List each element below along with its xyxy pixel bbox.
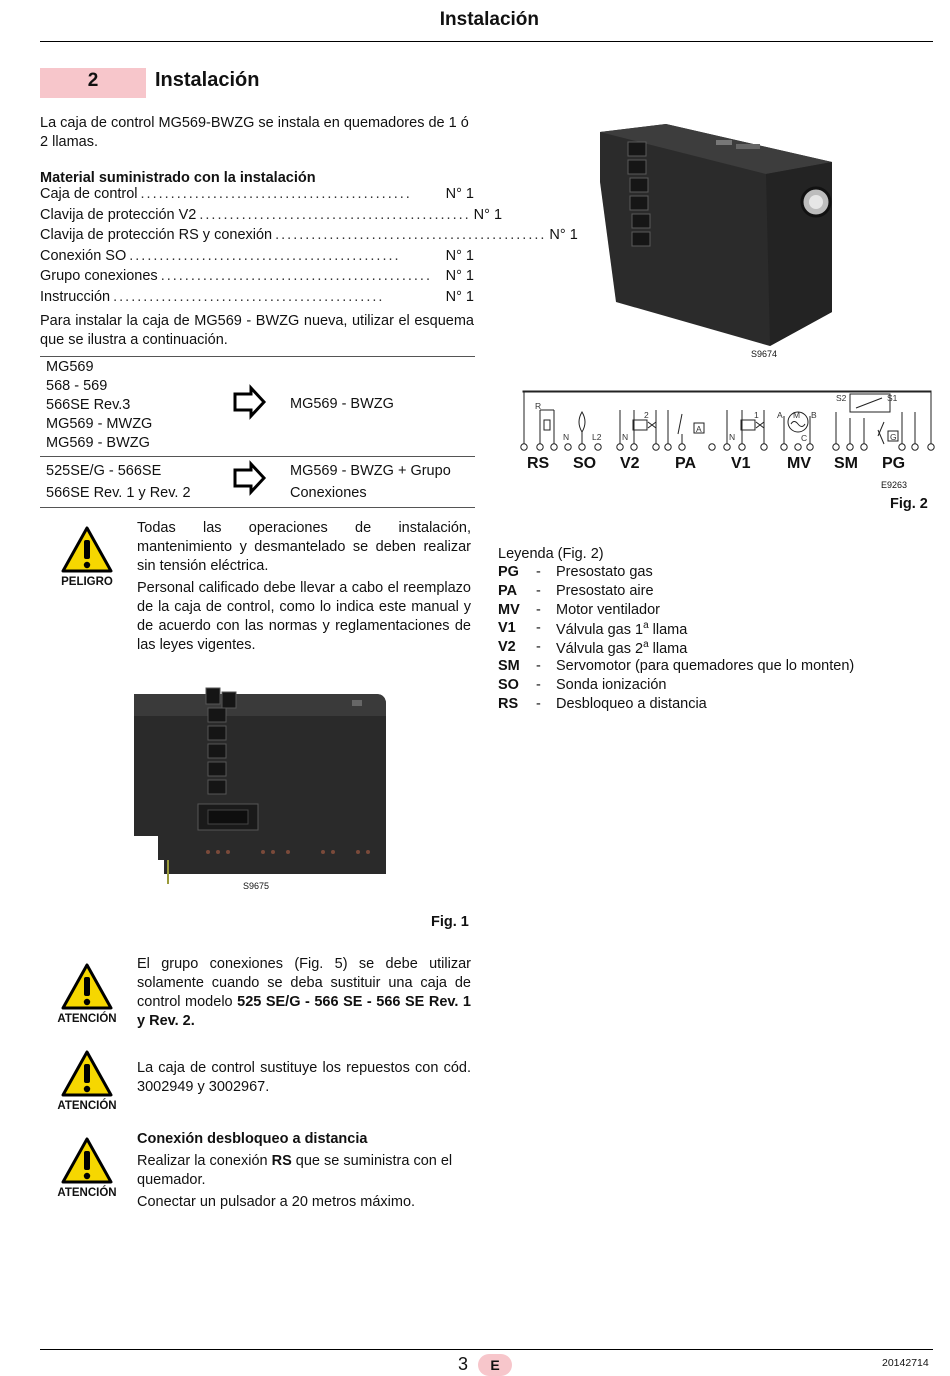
table-mid-rule bbox=[40, 456, 475, 457]
replace-arrow-icon bbox=[233, 462, 267, 494]
legend-key: V2 bbox=[498, 639, 516, 656]
language-badge: E bbox=[478, 1354, 512, 1376]
attention1-text: El grupo conexiones (Fig. 5) se debe utilizar solamente cuando se deba sustituir una caja de control modelo 525 SE/G - 566 SE - 566 SE Rev. 1 y Rev. 2. bbox=[137, 956, 471, 1029]
legend-text: Motor ventilador bbox=[556, 601, 660, 618]
legend-dash: - bbox=[536, 601, 541, 618]
material-item-value: N° 1 bbox=[445, 288, 474, 305]
legend-text: Válvula gas 2$^a$ llama bbox=[556, 639, 688, 658]
wire-label-g: G bbox=[890, 432, 897, 442]
attention-label: ATENCIÓN bbox=[57, 1013, 117, 1025]
legend-key: PG bbox=[498, 564, 519, 580]
control-box-back-photo bbox=[128, 686, 390, 886]
danger-text-2: Personal calificado debe llevar a cabo el reemplazo de la caja de control, como lo indica este manual y de acuerdo con las normas y reglamentaciones de las leyes vigentes. bbox=[137, 580, 471, 653]
material-item: Instrucción ............................................. N° 1 bbox=[40, 288, 474, 305]
wire-label-n: N bbox=[729, 432, 736, 442]
legend-dash: - bbox=[536, 620, 541, 637]
legend-item bbox=[498, 602, 938, 621]
legend-key: SO bbox=[498, 676, 519, 693]
legend-key: MV bbox=[498, 601, 520, 618]
fig2-caption: Fig. 2 bbox=[890, 496, 928, 512]
material-item-label: Caja de control bbox=[40, 186, 138, 202]
replacement-row2-left: 525SE/G - 566SE 566SE Rev. 1 y Rev. 2 bbox=[46, 463, 191, 501]
material-item-label: Clavija de protección RS y conexión bbox=[40, 227, 273, 243]
materials-heading: Material suministrado con la instalación bbox=[40, 170, 316, 186]
material-item-label: Conexión SO bbox=[40, 247, 127, 264]
legend-item bbox=[498, 639, 938, 658]
diagram-label-v2: V2 bbox=[620, 455, 640, 472]
material-item: Clavija de protección V2 ............................................. N° 1 bbox=[40, 206, 503, 223]
material-item-value: N° 1 bbox=[445, 268, 474, 284]
wiring-diagram bbox=[520, 388, 936, 458]
wire-label-s1: S1 bbox=[887, 393, 898, 403]
wire-label-s2: S2 bbox=[836, 393, 847, 403]
footer-rule bbox=[40, 1349, 933, 1350]
legend-dash: - bbox=[536, 695, 541, 712]
material-item-value: N° 1 bbox=[549, 227, 578, 243]
legend-dash: - bbox=[536, 676, 541, 693]
remote-reset-heading: Conexión desbloqueo a distancia bbox=[137, 1131, 368, 1147]
table-bottom-rule bbox=[40, 507, 475, 508]
page-header-title: Instalación bbox=[439, 9, 539, 30]
remote-reset-text: Realizar la conexión RS que se suministra con el quemador. bbox=[137, 1153, 453, 1188]
legend-item bbox=[498, 677, 938, 696]
table-top-rule bbox=[40, 356, 475, 357]
wire-label-n: N bbox=[563, 432, 570, 442]
replacement-row2-right: MG569 - BWZG + Grupo Conexiones bbox=[290, 463, 451, 501]
material-item-label: Grupo conexiones bbox=[40, 268, 158, 284]
legend-key: SM bbox=[498, 658, 520, 674]
material-item-value: N° 1 bbox=[445, 247, 474, 264]
control-box-front-photo bbox=[596, 122, 836, 350]
wire-label-c: C bbox=[801, 433, 808, 443]
remote-reset-text-2: Conectar un pulsador a 20 metros máximo. bbox=[137, 1194, 416, 1210]
wire-label-n: N bbox=[622, 432, 629, 442]
wire-label-r: R bbox=[535, 401, 542, 411]
legend-item bbox=[498, 583, 938, 602]
diagram-label-sm: SM bbox=[834, 455, 858, 472]
document-code: 20142714 bbox=[882, 1357, 929, 1369]
material-item: Conexión SO ............................................. N° 1 bbox=[40, 247, 474, 264]
legend-text: Desbloqueo a distancia bbox=[556, 695, 707, 712]
danger-text-1: Todas las operaciones de instalación, mantenimiento y desmantelado se deben realizar sin tensión eléctrica. bbox=[137, 520, 471, 574]
replacement-row1-right: MG569 - BWZG bbox=[290, 396, 394, 412]
diagram-label-pg: PG bbox=[882, 455, 906, 472]
wire-label-a: A bbox=[777, 410, 783, 420]
diagram-label-mv: MV bbox=[787, 455, 811, 472]
wire-label-1: 1 bbox=[754, 410, 759, 420]
material-item: Grupo conexiones ............................................. N° 1 bbox=[40, 268, 474, 284]
material-item: Caja de control ............................................. N° 1 bbox=[40, 186, 474, 202]
legend-dash: - bbox=[536, 639, 541, 656]
wire-label-b: B bbox=[811, 410, 817, 420]
legend-item bbox=[498, 620, 938, 639]
diagram-label-v1: V1 bbox=[731, 455, 751, 472]
section-title: Instalación bbox=[155, 69, 260, 91]
intro-paragraph: La caja de control MG569-BWZG se instala en quemadores de 1 ó 2 llamas. bbox=[40, 115, 469, 150]
legend-text: Presostato aire bbox=[556, 582, 654, 599]
warning-triangle-icon bbox=[60, 1049, 114, 1099]
section-number: 2 bbox=[87, 70, 99, 91]
wire-label-l2: L2 bbox=[592, 432, 602, 442]
material-item-value: N° 1 bbox=[473, 206, 503, 223]
warning-triangle-icon bbox=[60, 962, 114, 1012]
danger-label: PELIGRO bbox=[61, 576, 113, 588]
attention2-text: La caja de control sustituye los repuestos con cód. 3002949 y 3002967. bbox=[137, 1060, 471, 1095]
legend-item bbox=[498, 658, 938, 677]
diagram-label-pa: PA bbox=[675, 455, 697, 472]
page-number: 3 bbox=[458, 1354, 469, 1374]
legend-text: Sonda ionización bbox=[556, 676, 667, 693]
legend-text: Presostato gas bbox=[556, 564, 653, 580]
diagram-label-rs: RS bbox=[527, 455, 550, 472]
warning-triangle-icon bbox=[60, 525, 114, 575]
fig2-code: E9263 bbox=[881, 480, 908, 490]
header-rule bbox=[40, 41, 933, 42]
legend-item bbox=[498, 564, 938, 583]
warning-triangle-icon bbox=[60, 1136, 114, 1186]
attention-label: ATENCIÓN bbox=[57, 1187, 117, 1199]
legend-text: Servomotor (para quemadores que lo monten) bbox=[556, 658, 855, 674]
fig1-caption: Fig. 1 bbox=[431, 914, 469, 930]
legend-dash: - bbox=[536, 658, 541, 674]
legend-title: Leyenda (Fig. 2) bbox=[498, 546, 604, 562]
legend-key: RS bbox=[498, 695, 519, 712]
wire-label-2: 2 bbox=[644, 410, 649, 420]
fig1-code: S9675 bbox=[243, 881, 270, 891]
material-item-value: N° 1 bbox=[445, 186, 474, 202]
legend-dash: - bbox=[536, 564, 541, 580]
photo-top-code: S9674 bbox=[751, 349, 778, 359]
replace-arrow-icon bbox=[233, 386, 267, 418]
legend-text: Válvula gas 1$^a$ llama bbox=[556, 620, 688, 639]
materials-note: Para instalar la caja de MG569 - BWZG nueva, utilizar el esquema que se ilustra a continuación. bbox=[40, 313, 474, 348]
legend-key: PA bbox=[498, 582, 518, 599]
legend-item bbox=[498, 696, 938, 715]
legend-dash: - bbox=[536, 582, 541, 599]
material-item-label: Clavija de protección V2 bbox=[40, 206, 197, 223]
wire-label-a: A bbox=[696, 424, 702, 434]
replacement-row1-left: MG569 568 - 569 566SE Rev.3 MG569 - MWZG MG569 - BWZG bbox=[46, 359, 153, 451]
attention-label: ATENCIÓN bbox=[57, 1100, 117, 1112]
material-item: Clavija de protección RS y conexión ............................................. N° 1 bbox=[40, 227, 578, 243]
legend-key: V1 bbox=[498, 620, 516, 637]
diagram-label-so: SO bbox=[573, 455, 597, 472]
material-item-label: Instrucción bbox=[40, 288, 111, 305]
wire-label-m: M bbox=[793, 410, 801, 420]
